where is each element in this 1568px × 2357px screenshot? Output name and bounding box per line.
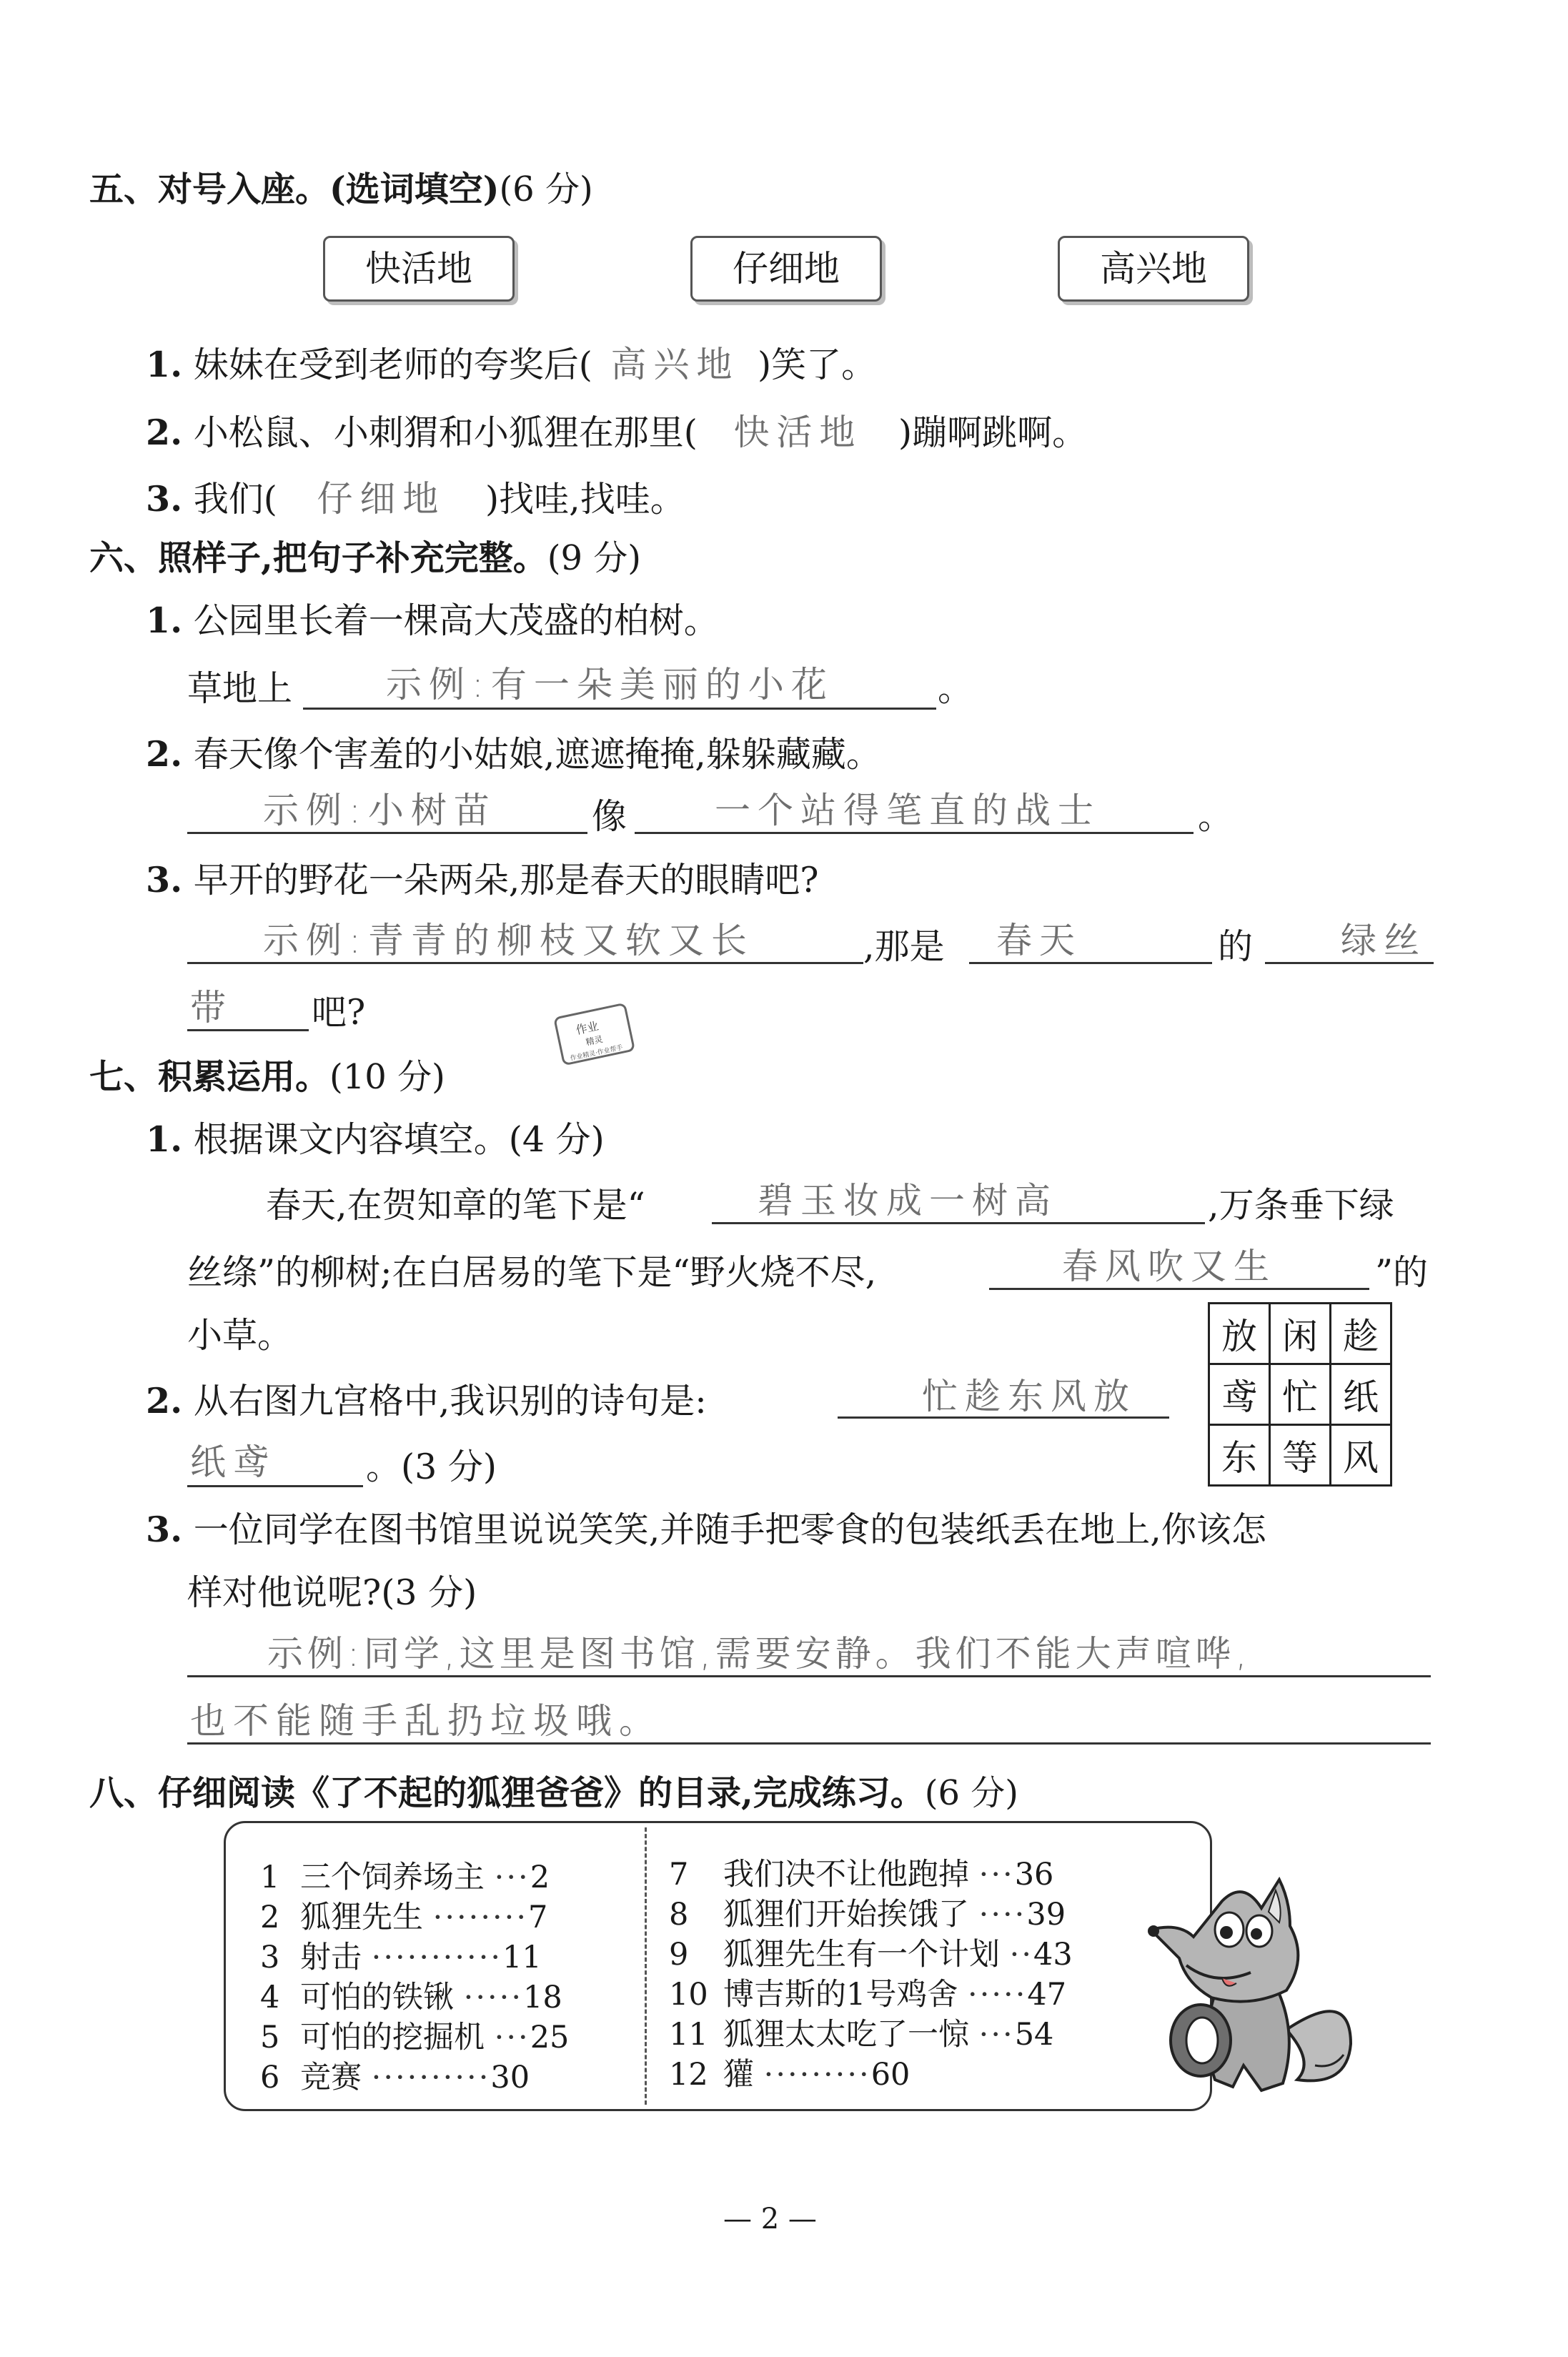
nine-grid — [1208, 1302, 1392, 1487]
fill-mid: ,那是 — [863, 926, 945, 967]
toc-dots: ··· — [494, 1860, 530, 1895]
grid-cell: 趁 — [1331, 1304, 1391, 1364]
s7-question-2 — [146, 1374, 707, 1424]
grid-cell: 东 — [1209, 1425, 1270, 1486]
svg-text:作业: 作业 — [574, 1018, 600, 1038]
s5-question-3 — [146, 470, 685, 522]
section-8-heading: 八、仔细阅读《了不起的狐狸爸爸》的目录,完成练习。 — [89, 1773, 925, 1813]
q-num: 1. — [146, 1118, 183, 1160]
fill-prefix: 草地上 — [187, 668, 293, 709]
toc-dots: ········· — [763, 2057, 871, 2093]
q-points: 。(3 分) — [366, 1447, 497, 1487]
toc-num: 11 — [669, 2017, 708, 2053]
toc-title: 可怕的挖掘机 — [300, 2020, 485, 2055]
toc-item — [260, 2053, 530, 2097]
fox-icon — [1136, 1851, 1365, 2108]
q-text: 一位同学在图书馆里说说笑笑,并随手把零食的包装纸丢在地上,你该怎 — [193, 1509, 1266, 1550]
toc-item — [260, 2013, 569, 2057]
toc-page: 54 — [1014, 2017, 1054, 2053]
toc-dots: ·· — [1009, 1937, 1034, 1973]
handwritten-answer: 仔细地 — [317, 478, 446, 520]
handwritten-answer: 绿丝 — [1341, 920, 1426, 961]
q-text: 公园里长着一棵高大茂盛的柏树。 — [193, 600, 719, 641]
handwritten-answer: 示例:同学,这里是图书馆,需要安静。我们不能大声喧哗, — [267, 1633, 1251, 1674]
toc-page: 18 — [523, 1980, 562, 2015]
toc-title: 獾 — [723, 2057, 754, 2093]
toc-item — [260, 1853, 550, 1897]
section-8-points: (6 分) — [924, 1773, 1018, 1813]
toc-dots: ··········· — [371, 1940, 503, 1975]
s6-question-3 — [146, 853, 819, 903]
word-choice-1: 快活地 — [323, 236, 515, 302]
toc-page: 7 — [528, 1900, 548, 1935]
toc-item — [669, 1970, 1066, 2014]
s7-q1-line3: 小草。 — [187, 1315, 293, 1356]
s7-q1-line1-post: ,万条垂下绿 — [1208, 1185, 1394, 1226]
toc-dots: ··· — [978, 2017, 1015, 2053]
toc-item — [669, 2010, 1053, 2054]
toc-title: 狐狸们开始挨饿了 — [723, 1897, 969, 1932]
section-8-title — [89, 1765, 1018, 1815]
toc-num: 12 — [669, 2057, 708, 2093]
section-5-heading: 五、对号入座。(选词填空) — [89, 169, 500, 209]
q-text: 从右图九宫格中,我识别的诗句是: — [193, 1381, 707, 1421]
section-6-points: (9 分) — [547, 538, 641, 578]
s7-q1-line2-post: ”的 — [1375, 1252, 1429, 1293]
s7-question-1 — [146, 1112, 605, 1162]
s6-q1-fill — [187, 661, 292, 711]
toc-num: 8 — [669, 1897, 689, 1932]
q-text: 根据课文内容填空。(4 分) — [193, 1119, 605, 1160]
s6-question-1 — [146, 593, 719, 643]
stamp-graphic — [545, 996, 645, 1075]
s7-question-3 — [146, 1502, 1266, 1552]
answer-line — [187, 1485, 363, 1487]
handwritten-answer: 纸鸢 — [190, 1442, 276, 1483]
page-number: — 2 — — [723, 2203, 817, 2236]
handwritten-answer: 春风吹又生 — [1062, 1246, 1276, 1287]
toc-num: 9 — [669, 1937, 689, 1973]
handwritten-answer: 示例:小树苗 — [263, 790, 497, 831]
answer-line — [303, 708, 936, 710]
s7-q1-line2-pre: 丝绦”的柳树;在白居易的笔下是“野火烧不尽, — [187, 1252, 877, 1293]
homework-stamp — [545, 996, 645, 1078]
toc-num: 10 — [669, 1977, 708, 2013]
s7-q3-text-2: 样对他说呢?(3 分) — [187, 1572, 477, 1613]
section-6-title — [89, 530, 641, 580]
toc-item — [669, 1850, 1053, 1894]
grid-cell: 闲 — [1270, 1304, 1331, 1364]
s6-question-2 — [146, 727, 881, 777]
q-num: 2. — [146, 733, 183, 775]
toc-num: 6 — [260, 2060, 280, 2095]
fill-suffix: 吧? — [312, 992, 366, 1033]
toc-dots: ··· — [494, 2020, 530, 2055]
grid-cell: 风 — [1331, 1425, 1391, 1486]
toc-title: 可怕的铁锹 — [300, 1980, 454, 2015]
word-choice-2: 仔细地 — [690, 236, 882, 302]
q-text-pre: 小松鼠、小刺猬和小狐狸在那里( — [193, 412, 698, 453]
fill-mid: 像 — [592, 796, 627, 837]
q-text: 早开的野花一朵两朵,那是春天的眼睛吧? — [193, 860, 819, 900]
handwritten-answer: 一个站得笔直的战士 — [715, 790, 1101, 831]
toc-num: 7 — [669, 1857, 689, 1892]
toc-num: 4 — [260, 1980, 280, 2015]
q-num: 2. — [146, 412, 183, 453]
toc-dots: ···· — [978, 1897, 1027, 1932]
grid-cell: 等 — [1270, 1425, 1331, 1486]
q-num: 3. — [146, 478, 183, 520]
handwritten-answer: 春天 — [996, 920, 1082, 961]
toc-title: 狐狸太太吃了一惊 — [723, 2017, 969, 2053]
toc-page: 36 — [1014, 1857, 1054, 1892]
toc-item — [260, 1933, 542, 1977]
toc-page: 39 — [1026, 1897, 1066, 1932]
toc-page: 2 — [530, 1860, 550, 1895]
toc-item — [669, 1890, 1066, 1934]
handwritten-answer: 带 — [190, 987, 233, 1028]
grid-cell: 忙 — [1270, 1364, 1331, 1425]
toc-title: 狐狸先生有一个计划 — [723, 1937, 1000, 1973]
word-choice-3: 高兴地 — [1058, 236, 1249, 302]
q-num: 3. — [146, 1509, 183, 1550]
handwritten-answer: 快活地 — [733, 412, 863, 453]
toc-title: 射击 — [300, 1940, 362, 1975]
toc-title: 三个饲养场主 — [300, 1860, 485, 1895]
toc-item — [669, 2050, 910, 2094]
s5-question-2 — [146, 404, 1087, 455]
toc-item — [260, 1893, 547, 1937]
toc-dots: ····· — [463, 1980, 524, 2015]
handwritten-answer: 忙趁东风放 — [922, 1376, 1136, 1417]
handwritten-answer: 示例:有一朵美丽的小花 — [386, 664, 834, 705]
handwritten-answer: 也不能随手乱扔垃圾哦。 — [190, 1700, 662, 1742]
toc-page: 60 — [870, 2057, 910, 2093]
table-of-contents — [224, 1821, 1212, 2111]
q-text-post: )笑了。 — [758, 344, 877, 385]
section-5-title — [89, 162, 593, 211]
fill-mid: 的 — [1218, 926, 1254, 967]
handwritten-answer: 示例:青青的柳枝又软又长 — [263, 920, 754, 961]
toc-title: 我们决不让他跑掉 — [723, 1857, 969, 1892]
toc-dots: ·········· — [371, 2060, 491, 2095]
fill-suffix: 。 — [1198, 796, 1234, 837]
handwritten-answer: 高兴地 — [610, 344, 740, 385]
q-text-pre: 妹妹在受到老师的夸奖后( — [193, 344, 592, 385]
toc-page: 47 — [1027, 1977, 1067, 2013]
q-text-post: )蹦啊跳啊。 — [898, 412, 1088, 453]
toc-dots: ··· — [978, 1857, 1015, 1892]
toc-dots: ····· — [968, 1977, 1028, 2013]
toc-page: 11 — [502, 1940, 542, 1975]
q-text-post: )找哇,找哇。 — [485, 479, 685, 520]
grid-cell: 纸 — [1331, 1364, 1391, 1425]
section-7-heading: 七、积累运用。 — [89, 1057, 330, 1097]
grid-cell: 鸢 — [1209, 1364, 1270, 1425]
svg-text:作业精灵·作业帮手: 作业精灵·作业帮手 — [570, 1044, 624, 1063]
q-text: 春天像个害羞的小姑娘,遮遮掩掩,躲躲藏藏。 — [193, 734, 881, 775]
toc-item — [260, 1973, 562, 2017]
grid-cell: 放 — [1209, 1304, 1270, 1364]
toc-page: 30 — [490, 2060, 530, 2095]
toc-num: 1 — [260, 1860, 280, 1895]
toc-item — [669, 1930, 1073, 1974]
toc-num: 5 — [260, 2020, 280, 2055]
q-text-pre: 我们( — [193, 479, 277, 520]
q-num: 2. — [146, 1380, 183, 1421]
toc-page: 25 — [530, 2020, 570, 2055]
toc-num: 3 — [260, 1940, 280, 1975]
toc-divider — [645, 1827, 647, 2105]
section-6-heading: 六、照样子,把句子补充完整。 — [89, 538, 547, 578]
section-7-points: (10 分) — [329, 1057, 445, 1097]
fill-suffix: 。 — [938, 668, 973, 709]
toc-title: 博吉斯的1号鸡舍 — [723, 1977, 958, 2013]
toc-num: 2 — [260, 1900, 280, 1935]
section-7-title — [89, 1049, 445, 1098]
s7-q1-line1-pre: 春天,在贺知章的笔下是“ — [266, 1185, 645, 1226]
s5-question-1 — [146, 336, 876, 387]
toc-title: 竞赛 — [300, 2060, 362, 2095]
toc-page: 43 — [1033, 1937, 1073, 1973]
q-num: 3. — [146, 859, 183, 900]
svg-text:精灵: 精灵 — [585, 1033, 604, 1048]
q-num: 1. — [146, 600, 183, 641]
toc-title: 狐狸先生 — [300, 1900, 423, 1935]
section-5-points: (6 分) — [499, 169, 593, 209]
fox-illustration — [1136, 1851, 1365, 2111]
toc-dots: ········ — [432, 1900, 529, 1935]
q-num: 1. — [146, 344, 183, 385]
handwritten-answer: 碧玉妆成一树高 — [758, 1180, 1058, 1221]
